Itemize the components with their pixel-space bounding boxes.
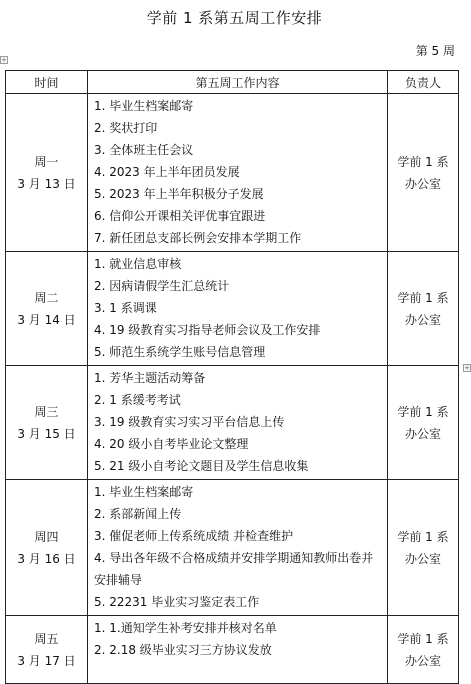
task-item: 3. 1 系调课 (94, 301, 157, 315)
time-cell (6, 252, 88, 366)
owner-name: 学前 1 系 (397, 631, 449, 646)
task-item: 5. 师范生系统学生账号信息管理 (94, 345, 266, 359)
task-item: 5. 22231 毕业实习鉴定表工作 (94, 595, 260, 609)
day-label: 周二 (34, 290, 59, 305)
table-row-monday (6, 94, 459, 252)
task-item: 1. 芳华主题活动筹备 (94, 371, 206, 385)
time-cell (6, 480, 88, 616)
date-label: 3 月 15 日 (17, 426, 76, 441)
header-time: 时间 (6, 71, 88, 94)
content-cell (88, 480, 388, 616)
day-label: 周五 (34, 631, 59, 646)
table-row-tuesday (6, 252, 459, 366)
date-label: 3 月 17 日 (17, 653, 76, 668)
table-row-wednesday (6, 366, 459, 480)
owner-name: 学前 1 系 (397, 290, 449, 305)
owner-office: 办公室 (404, 176, 441, 191)
task-item: 4. 2023 年上半年团员发展 (94, 165, 240, 179)
owner-name: 学前 1 系 (397, 404, 449, 419)
owner-cell (388, 94, 459, 252)
task-item: 1. 毕业生档案邮寄 (94, 485, 194, 499)
day-label: 周四 (34, 529, 59, 544)
owner-cell (388, 366, 459, 480)
day-label: 周三 (34, 404, 59, 419)
task-item: 4. 20 级小自考毕业论文整理 (94, 437, 249, 451)
task-item: 3. 催促老师上传系统成绩 并检查维护 (94, 529, 294, 543)
task-item: 2. 奖状打印 (94, 121, 158, 135)
task-item: 1. 1.通知学生补考安排并核对名单 (94, 621, 277, 635)
table-move-handle-icon[interactable]: + (1, 56, 7, 64)
date-label: 3 月 16 日 (17, 551, 76, 566)
task-item: 1. 毕业生档案邮寄 (94, 99, 194, 113)
content-cell (88, 366, 388, 480)
table-resize-handle-icon[interactable]: + (464, 364, 470, 372)
task-item: 5. 2023 年上半年积极分子发展 (94, 187, 264, 201)
content-cell (88, 94, 388, 252)
day-label: 周一 (34, 154, 59, 169)
date-label: 3 月 13 日 (17, 176, 76, 191)
owner-office: 办公室 (404, 653, 441, 668)
header-content: 第五周工作内容 (88, 71, 388, 94)
content-cell (88, 252, 388, 366)
task-item: 2. 1 系缓考考试 (94, 393, 181, 407)
task-item: 3. 19 级教育实习实习平台信息上传 (94, 415, 285, 429)
time-cell (6, 94, 88, 252)
task-item: 6. 信仰公开课相关评优事宜跟进 (94, 209, 266, 223)
owner-cell (388, 252, 459, 366)
table-row-thursday (6, 480, 459, 616)
week-label: 第 5 周 (415, 44, 455, 58)
task-item: 3. 全体班主任会议 (94, 143, 194, 157)
owner-name: 学前 1 系 (397, 154, 449, 169)
table-header-row (6, 71, 459, 94)
task-item: 4. 19 级教育实习指导老师会议及工作安排 (94, 323, 321, 337)
task-item: 7. 新任团总支部长例会安排本学期工作 (94, 231, 302, 245)
document-title: 学前 1 系第五周工作安排 (146, 9, 323, 27)
task-item: 4. 导出各年级不合格成绩并安排学期通知教师出卷并安排辅导 (94, 551, 374, 587)
task-item: 5. 21 级小自考论文题目及学生信息收集 (94, 459, 309, 473)
header-owner: 负责人 (388, 71, 459, 94)
content-cell (88, 616, 388, 684)
time-cell (6, 616, 88, 684)
owner-office: 办公室 (404, 426, 441, 441)
date-label: 3 月 14 日 (17, 312, 76, 327)
time-cell (6, 366, 88, 480)
table-row-friday (6, 616, 459, 684)
owner-name: 学前 1 系 (397, 529, 449, 544)
task-item: 2. 系部新闻上传 (94, 507, 182, 521)
task-item: 2. 2.18 级毕业实习三方协议发放 (94, 643, 272, 657)
task-item: 2. 因病请假学生汇总统计 (94, 279, 230, 293)
owner-cell (388, 616, 459, 684)
schedule-table (5, 70, 459, 684)
owner-office: 办公室 (404, 551, 441, 566)
task-item: 1. 就业信息审核 (94, 257, 182, 271)
owner-office: 办公室 (404, 312, 441, 327)
owner-cell (388, 480, 459, 616)
